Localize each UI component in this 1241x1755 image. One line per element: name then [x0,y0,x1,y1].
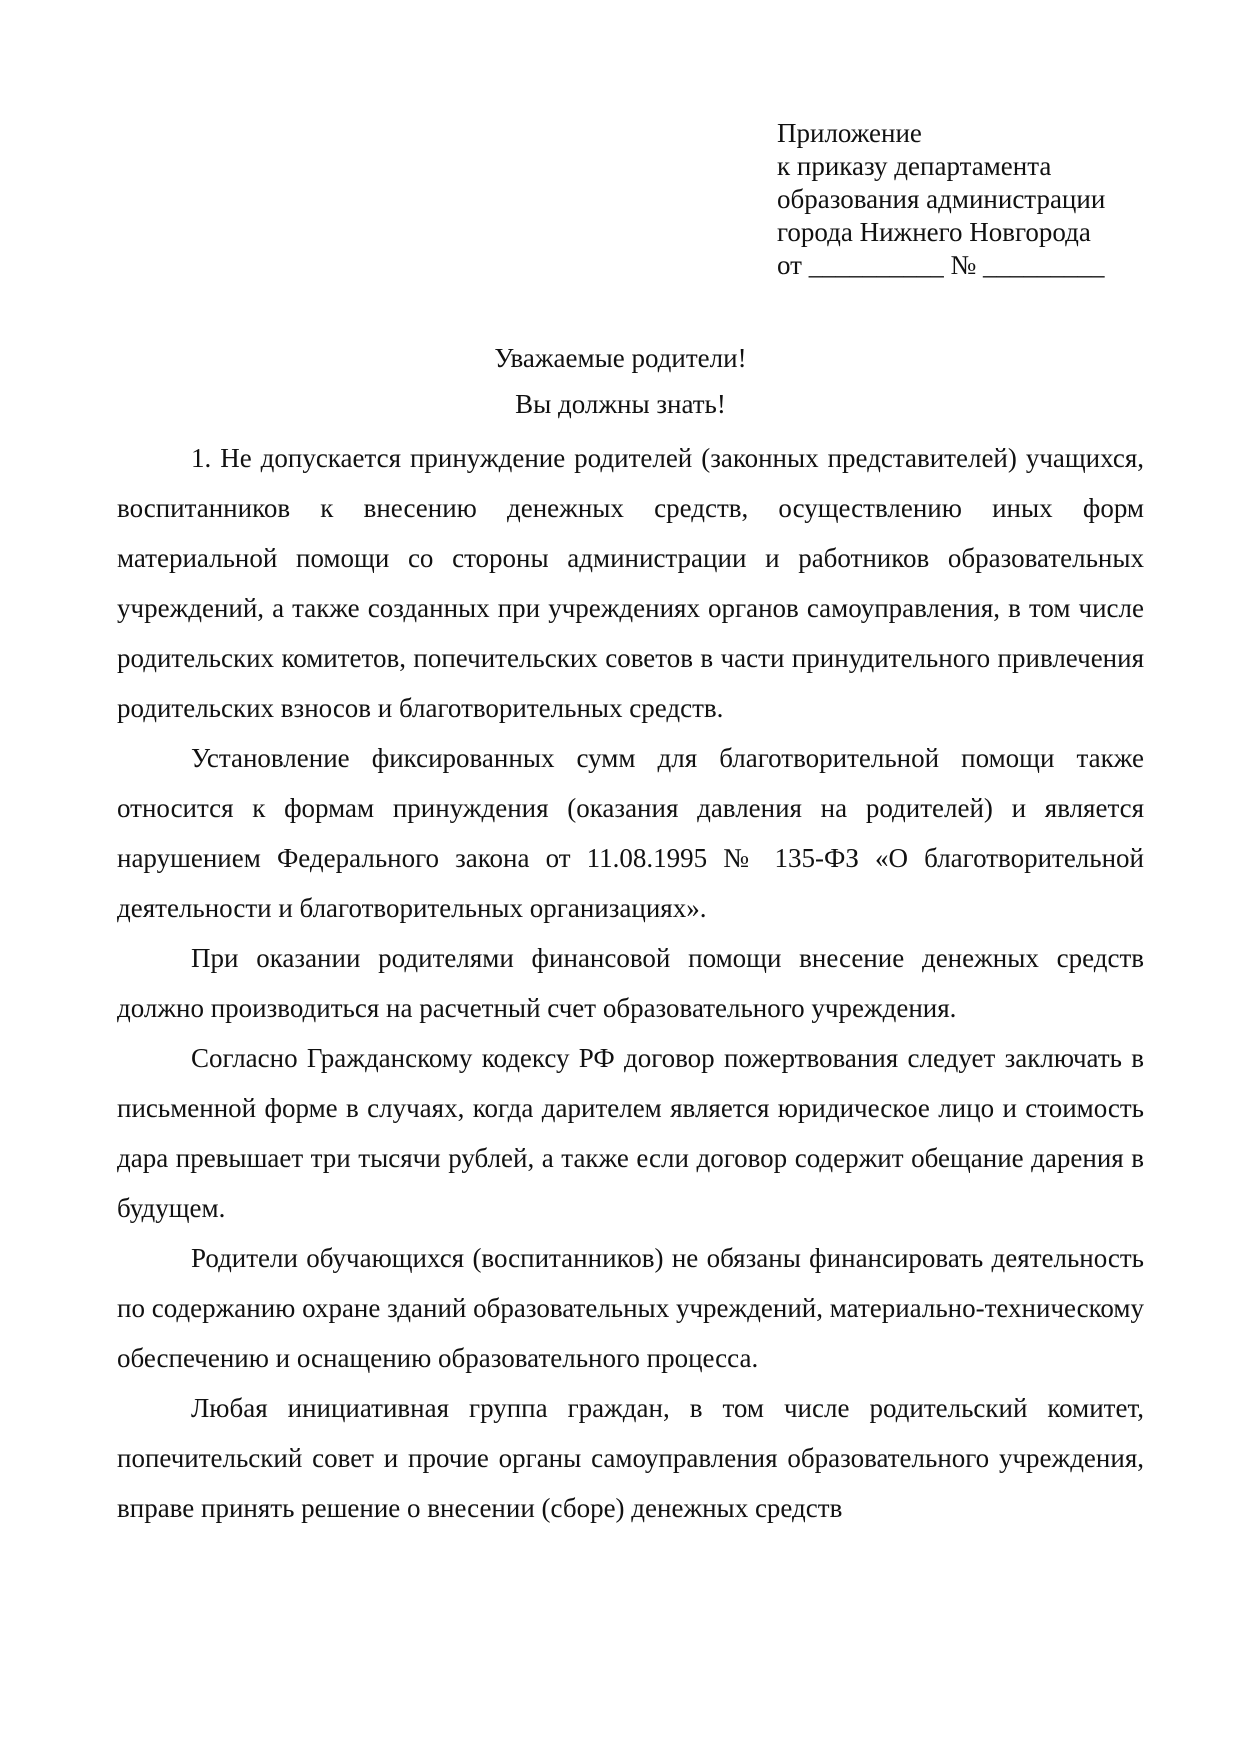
appendix-line-3: образования администрации [777,184,1106,214]
paragraph-4: Согласно Гражданскому кодексу РФ договор пожертвования следует заключать в письменной форме в случаях, когда дарителем является юридическое лицо и стоимость дара превышает три тысячи рублей, а также если договор содержит обещание дарения в будущем. [117,1043,1144,1223]
appendix-line-4: города Нижнего Новгорода [777,217,1091,247]
paragraph-3: При оказании родителями финансовой помощи внесение денежных средств должно производиться на расчетный счет образовательного учреждения. [117,943,1144,1023]
paragraph-6: Любая инициативная группа граждан, в том числе родительский комитет, попечительский совет и прочие органы самоуправления образовательного учреждения, вправе принять решение о внесении (сборе) денежных средств [117,1393,1144,1523]
heading-block [0,335,1241,427]
paragraph-1: 1. Не допускается принуждение родителей (законных представителей) учащихся, воспитанников к внесению денежных средств, осуществлению иных форм материальной помощи со стороны администрации и работников образовательных учреждений, а также созданных при учреждениях органов самоуправления, в том числе родительских комитетов, попечительских советов в части принудительного привлечения родительских взносов и благотворительных средств. [117,443,1144,723]
appendix-block [777,117,1157,282]
paragraph-5: Родители обучающихся (воспитанников) не обязаны финансировать деятельность по содержанию охране зданий образовательных учреждений, материально-техническому обеспечению и оснащению образовательного процесса. [117,1243,1144,1373]
appendix-line-5: от __________ № _________ [777,250,1105,280]
document-body [117,433,1144,1533]
greeting-heading: Уважаемые родители! [494,343,747,373]
subtitle-heading: Вы должны знать! [515,389,726,419]
paragraph-2: Установление фиксированных сумм для благотворительной помощи также относится к формам принуждения (оказания давления на родителей) и является нарушением Федерального закона от 11.08.1995 № 135-ФЗ «О благотворительной деятельности и благотворительных организациях». [117,743,1144,923]
appendix-line-1: Приложение [777,118,922,148]
appendix-line-2: к приказу департамента [777,151,1052,181]
